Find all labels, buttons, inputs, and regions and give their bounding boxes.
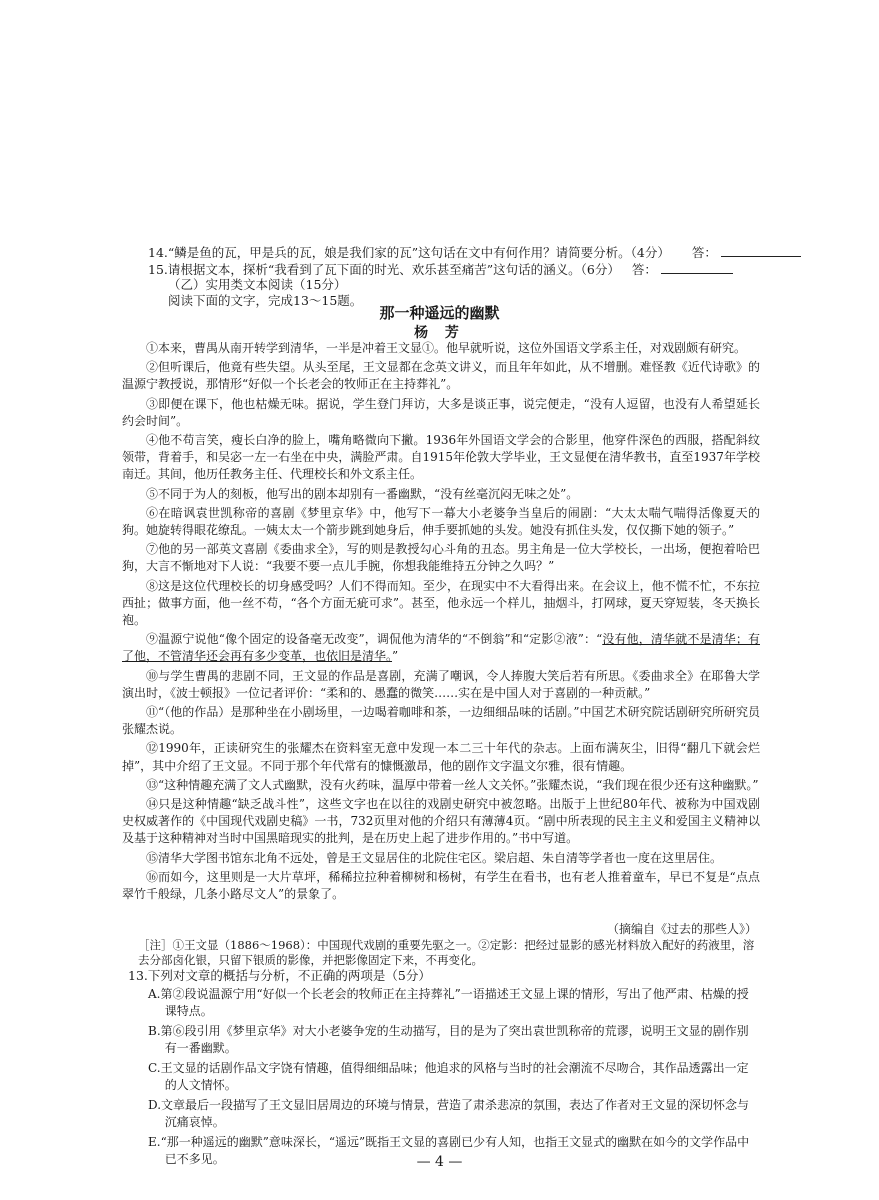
page-number: — 4 — bbox=[416, 1154, 463, 1170]
question-14 bbox=[148, 243, 801, 261]
paragraph-12: ⑫1990年，正读研究生的张耀杰在资料室无意中发现一本二三十年代的杂志。上面布满灰尘，旧得“翻几下就会烂掉”，其中介绍了王文显。不同于那个年代常有的慷慨激昂，他的剧作文字温文尔雅，很有情趣。 bbox=[122, 741, 760, 773]
reading-instruction: 阅读下面的文字，完成13～15题。 bbox=[168, 293, 363, 308]
paragraph-13: ⑬“这种情趣充满了文人式幽默，没有火药味，温厚中带着一丝人文关怀。”张耀杰说，“我们现在很少还有这种幽默。” bbox=[146, 777, 759, 792]
article-note: ［注］①王文显（1886～1968）：中国现代戏剧的重要先驱之一。②定影：把经过显影的感光材料放入配好的药液里，溶去分部卤化银，只留下银质的影像，并把影像固定下来，不再变化。 bbox=[138, 938, 755, 967]
paragraph-7: ⑦他的另一部英文喜剧《委曲求全》，写的则是教授勾心斗角的丑态。男主角是一位大学校长，一出场，便抱着哈巴狗，大言不惭地对下人说：“我要不要一点儿手腕，你想我能维持五分钟之久吗？” bbox=[122, 542, 760, 574]
option-a[interactable]: A.第②段说温源宁用“好似一个长老会的牧师正在主持葬礼”一语描述王文显上课的情形，写出了他严肃、枯燥的授课特点。 bbox=[148, 987, 749, 1018]
paragraph-16: ⑯而如今，这里则是一大片草坪，稀稀拉拉种着柳树和杨树，有学生在看书，也有老人推着童车，早已不复是“点点翠竹千般绿，几条小路尽文人”的景象了。 bbox=[122, 869, 760, 902]
question-13-stem: 13.下列对文章的概括与分析，不正确的两项是（5分） bbox=[128, 968, 431, 983]
question-13-options bbox=[148, 986, 760, 1171]
article-source: （摘编自《过去的那些人》） bbox=[606, 922, 757, 936]
option-e[interactable]: E.“那一种遥远的幽默”意味深长，“遥远”既指王文显的喜剧已少有人知，也指王文显式的幽默在如今的文学作品中已不多见。 bbox=[148, 1135, 750, 1166]
paragraph-3: ③即便在课下，他也枯燥无味。据说，学生登门拜访，大多是谈正事，说完便走，“没有人逗留，也没有人希望延长约会时间”。 bbox=[122, 396, 760, 428]
section-heading: （乙）实用类文本阅读（15分） bbox=[168, 277, 347, 292]
paragraph-9: ⑨温源宁说他“像个固定的设备毫无改变”，调侃他为清华的“不倒翁”和“定影②液”：“没有他，清华就不是清华；有了他，不管清华还会再有多少变革，也依旧是清华。” bbox=[122, 632, 760, 664]
paragraph-5: ⑤不同于为人的刻板，他写出的剧本却别有一番幽默，“没有丝毫沉闷无味之处”。 bbox=[146, 486, 579, 501]
question-15-answer-line[interactable] bbox=[661, 260, 733, 274]
option-c[interactable]: C.王文显的话剧作品文字饶有情趣，值得细细品味；他追求的风格与当时的社会潮流不尽吻合，其作品透露出一定的人文情怀。 bbox=[148, 1061, 749, 1092]
paragraph-4: ④他不苟言笑，瘦长白净的脸上，嘴角略微向下撇。1936年外国语文学会的合影里，他穿件深色的西服，搭配斜纹领带，背着手，和吴宓一左一右坐在中央，满脸严肃。自1915年伦敦大学毕业，王文显便在清华教书，直至1937年学校南迁。其间，他历任教务主任、代理校长和外文系主任。 bbox=[122, 433, 760, 482]
article-title: 那一种遥远的幽默 bbox=[379, 304, 500, 322]
question-14-text: 14.“鳞是鱼的瓦，甲是兵的瓦，娘是我们家的瓦”这句话在文中有何作用？请简要分析。（4分） bbox=[148, 245, 670, 260]
paragraph-6: ⑥在暗讽袁世凯称帝的喜剧《梦里京华》中，他写下一幕大小老婆争当皇后的闹剧：“大太太喘气喘得活像夏天的狗。她旋转得眼花缭乱。一姨太太一个箭步跳到她身后，伸手要抓她的头发。她没有抓住头发，仅仅撕下她的领子。” bbox=[122, 505, 760, 538]
question-14-answer-label: 答： bbox=[691, 245, 717, 260]
question-14-answer-line[interactable] bbox=[721, 243, 801, 257]
article-author: 杨 芳 bbox=[414, 325, 465, 341]
option-b[interactable]: B.第⑥段引用《梦里京华》对大小老婆争宠的生动描写，目的是为了突出袁世凯称帝的荒谬，说明王文显的剧作别有一番幽默。 bbox=[148, 1024, 749, 1055]
paragraph-8: ⑧这是这位代理校长的切身感受吗？人们不得而知。至少，在现实中不大看得出来。在会议上，他不慌不忙，不东拉西扯；做事方面，他一丝不苟，“各个方面无疵可求”。甚至，他永远一个样儿，抽烟斗，打网球，夏天穿短装，冬天换长袍。 bbox=[122, 578, 760, 628]
paragraph-14: ⑭只是这种情趣“缺乏战斗性”，这些文字也在以往的戏剧史研究中被忽略。出版于上世纪80年代、被称为中国戏剧史权威著作的《中国现代戏剧史稿》一书，732页里对他的介绍只有薄薄4页。“剧中所表现的民主主义和爱国主义精神以及基于这种精神对当时中国黑暗现实的批判，是在历史上起了进步作用的。”书中写道。 bbox=[122, 797, 760, 846]
paragraph-11: ⑪“（他的作品）是那种坐在小剧场里，一边喝着咖啡和茶，一边细细品味的话剧。”中国艺术研究院话剧研究所研究员张耀杰说。 bbox=[122, 705, 760, 737]
paragraph-1: ①本来，曹禺从南开转学到清华，一半是冲着王文显①。他早就听说，这位外国语文学系主任，对戏剧颇有研究。 bbox=[146, 341, 747, 355]
question-15 bbox=[148, 260, 733, 278]
paragraph-15: ⑮清华大学图书馆东北角不远处，曾是王文显居住的北院住宅区。梁启超、朱自清等学者也一度在这里居住。 bbox=[146, 850, 723, 865]
question-15-text: 15.请根据文本，探析“我看到了瓦下面的时光、欢乐甚至痛苦”这句话的涵义。（6分） bbox=[148, 262, 620, 277]
underlined-quote: 没有他，清华就不是清华；有了他，不管清华还会再有多少变革，也依旧是清华。 bbox=[122, 632, 760, 664]
paragraph-10: ⑩与学生曹禺的悲剧不同，王文显的作品是喜剧，充满了嘲讽，令人捧腹大笑后若有所思。《委曲求全》在耶鲁大学演出时，《波士顿报》一位记者评价：“柔和的、愚蠢的微笑……实在是中国人对于喜剧的一种贡献。” bbox=[122, 668, 760, 700]
option-d[interactable]: D.文章最后一段描写了王文显旧居周边的环境与情景，营造了肃杀悲凉的氛围，表达了作者对王文显的深切怀念与沉痛哀悼。 bbox=[148, 1098, 750, 1129]
article-body bbox=[122, 340, 760, 905]
question-15-answer-label: 答： bbox=[631, 262, 657, 277]
paragraph-2: ②但听课后，他竟有些失望。从头至尾，王文显都在念英文讲义，而且年年如此，从不增删。难怪教《近代诗歌》的温源宁教授说，那情形“好似一个长老会的牧师正在主持葬礼”。 bbox=[122, 360, 760, 392]
